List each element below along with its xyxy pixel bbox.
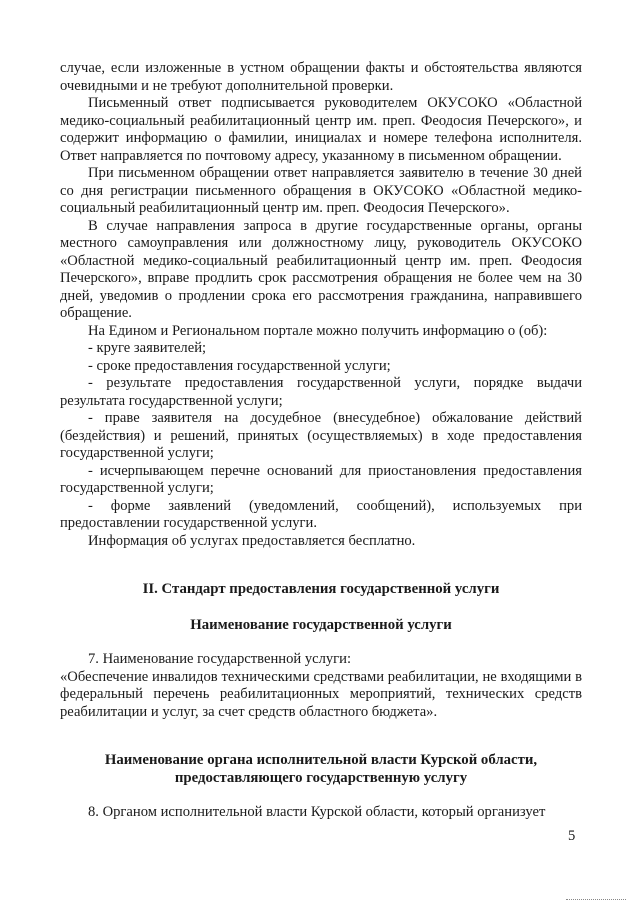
list-item: - праве заявителя на досудебное (внесудебное) обжалование действий (бездействия) и решений, принятых (осуществляемых) в ходе предоставления государственной услуги; <box>60 410 582 461</box>
section-heading: II. Стандарт предоставления государственной услуги <box>142 581 500 597</box>
subheading-organ-line-1: Наименование органа исполнительной власти Курской области, <box>104 752 538 768</box>
paragraph-written-appeal: При письменном обращении ответ направляется заявителю в течение 30 дней со дня регистрации письменного обращения в ОКУСОКО «Областной медико-социальный реабилитационный центр им. преп. Феодосия Печерского». <box>60 165 582 216</box>
subheading-organ-line-2: предоставляющего государственную услугу <box>174 769 468 786</box>
list-item: - результате предоставления государственной услуги, порядке выдачи результата государственной услуги; <box>60 375 582 409</box>
paragraph-item-8: 8. Органом исполнительной власти Курской области, который организует <box>88 804 546 820</box>
subheading-block <box>60 617 582 635</box>
paragraph-written-reply: Письменный ответ подписывается руководителем ОКУСОКО «Областной медико-социальный реабилитационный центр им. преп. Феодосия Печерского», и содержит информацию о фамилии, инициалах и номере телефона исполнителя. Ответ направляется по почтовому адресу, указанному в письменном обращении. <box>60 95 582 164</box>
paragraph-portal-info: На Едином и Региональном портале можно получить информацию о (об): <box>88 322 548 339</box>
paragraph-request-extension: В случае направления запроса в другие государственные органы, органы местного самоуправления или должностному лицу, руководитель ОКУСОКО «Областной медико-социальный реабилитационный центр им. преп. Феодосия Печерского», вправе продлить срок рассмотрения обращения не более чем на 30 дней, уведомив о продлении срока его рассмотрения гражданина, направившего обращение. <box>60 217 582 321</box>
footer-divider <box>566 899 626 900</box>
main-text-top <box>60 60 582 550</box>
subheading-service-name: Наименование государственной услуги <box>190 617 452 633</box>
item-8-block <box>60 804 582 822</box>
page-number: 5 <box>568 828 576 844</box>
organ-heading-block <box>60 752 582 787</box>
paragraph-item-7: 7. Наименование государственной услуги: <box>88 651 352 667</box>
paragraph-free-info: Информация об услугах предоставляется бесплатно. <box>88 532 416 549</box>
list-item: - сроке предоставления государственной услуги; <box>88 357 391 374</box>
section-heading-block <box>60 581 582 599</box>
paragraph-continuation: случае, если изложенные в устном обращении факты и обстоятельства являются очевидными и не требуют дополнительной проверки. <box>60 60 582 94</box>
paragraph-service-title: «Обеспечение инвалидов техническими средствами реабилитации, не входящими в федеральный перечень реабилитационных мероприятий, технических средств реабилитации и услуг, за счет средств областного бюджета». <box>60 668 582 720</box>
list-item: - исчерпывающем перечне оснований для приостановления предоставления государственной услуги; <box>60 462 582 496</box>
list-item: - круге заявителей; <box>88 340 207 356</box>
list-item: - форме заявлений (уведомлений, сообщений), используемых при предоставлении государственной услуги. <box>60 497 582 531</box>
service-name-block <box>60 651 582 721</box>
